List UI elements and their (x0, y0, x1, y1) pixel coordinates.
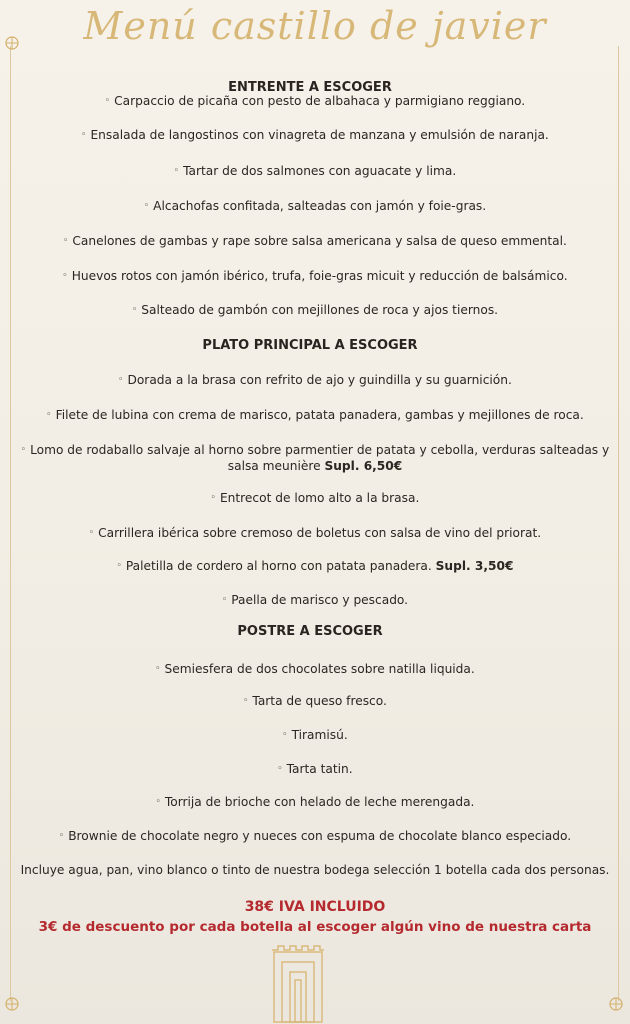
menu-price: 38€ IVA INCLUIDO (244, 899, 386, 915)
menu-item: ◦ Entrecot de lomo alto a la brasa. (210, 491, 420, 505)
castle-logo-icon (268, 944, 328, 1024)
section-heading-postres: POSTRE A ESCOGER (237, 624, 383, 639)
menu-item: ◦ Dorada a la brasa con refrito de ajo y guindilla y su guarnición. (118, 373, 512, 387)
menu-item: ◦ Brownie de chocolate negro y nueces con espuma de chocolate blanco especiado. (58, 829, 572, 843)
menu-item: ◦ Salteado de gambón con mejillones de roca y ajos tiernos. (131, 303, 499, 317)
section-heading-entrantes: ENTRENTE A ESCOGER (228, 80, 392, 95)
menu-item: ◦ Ensalada de langostinos con vinagreta de manzana y emulsión de naranja. (81, 128, 549, 142)
menu-item: ◦ Tartar de dos salmones con aguacate y lima. (173, 164, 457, 178)
menu-item: ◦ Carrillera ibérica sobre cremoso de boletus con salsa de vino del priorat. (88, 526, 542, 540)
menu-item: ◦ Paella de marisco y pescado. (221, 593, 409, 607)
corner-ornament-icon (607, 995, 625, 1013)
corner-ornament-icon (3, 995, 21, 1013)
menu-item: ◦ Canelones de gambas y rape sobre salsa americana y salsa de queso emmental. (63, 234, 567, 248)
menu-item: ◦ Semiesfera de dos chocolates sobre natilla liquida. (155, 662, 475, 676)
menu-title: Menú castillo de javier (83, 4, 547, 48)
wine-discount-note: 3€ de descuento por cada botella al escoger algún vino de nuestra carta (38, 919, 592, 935)
menu-item: ◦ Filete de lubina con crema de marisco, patata panadera, gambas y mejillones de roca. (46, 408, 584, 422)
menu-item: ◦ Tiramisú. (282, 728, 348, 742)
includes-note: Incluye agua, pan, vino blanco o tinto de nuestra bodega selección 1 botella cada dos personas. (20, 863, 610, 877)
supplement-price: Supl. 6,50€ (324, 459, 403, 473)
frame-right-line (618, 46, 619, 1001)
menu-item: ◦ Huevos rotos con jamón ibérico, trufa, foie-gras micuit y reducción de balsámico. (62, 269, 568, 283)
menu-item: ◦ Paletilla de cordero al horno con patata panadera. Supl. 3,50€ (116, 559, 514, 573)
menu-item: ◦ Alcachofas confitada, salteadas con jamón y foie-gras. (143, 199, 487, 213)
menu-item: ◦ Torrija de brioche con helado de leche merengada. (155, 795, 475, 809)
menu-item: ◦ Lomo de rodaballo salvaje al horno sobre parmentier de patata y cebolla, verduras salteadas y salsa meunière Supl. 6,50€ (20, 443, 610, 473)
section-heading-principales: PLATO PRINCIPAL A ESCOGER (202, 338, 418, 353)
supplement-price: Supl. 3,50€ (435, 559, 514, 573)
frame-left-line (10, 46, 11, 1001)
menu-item: ◦ Tarta tatin. (277, 762, 353, 776)
menu-item: ◦ Tarta de queso fresco. (243, 694, 387, 708)
menu-item: ◦ Carpaccio de picaña con pesto de albahaca y parmigiano reggiano. (104, 94, 526, 108)
